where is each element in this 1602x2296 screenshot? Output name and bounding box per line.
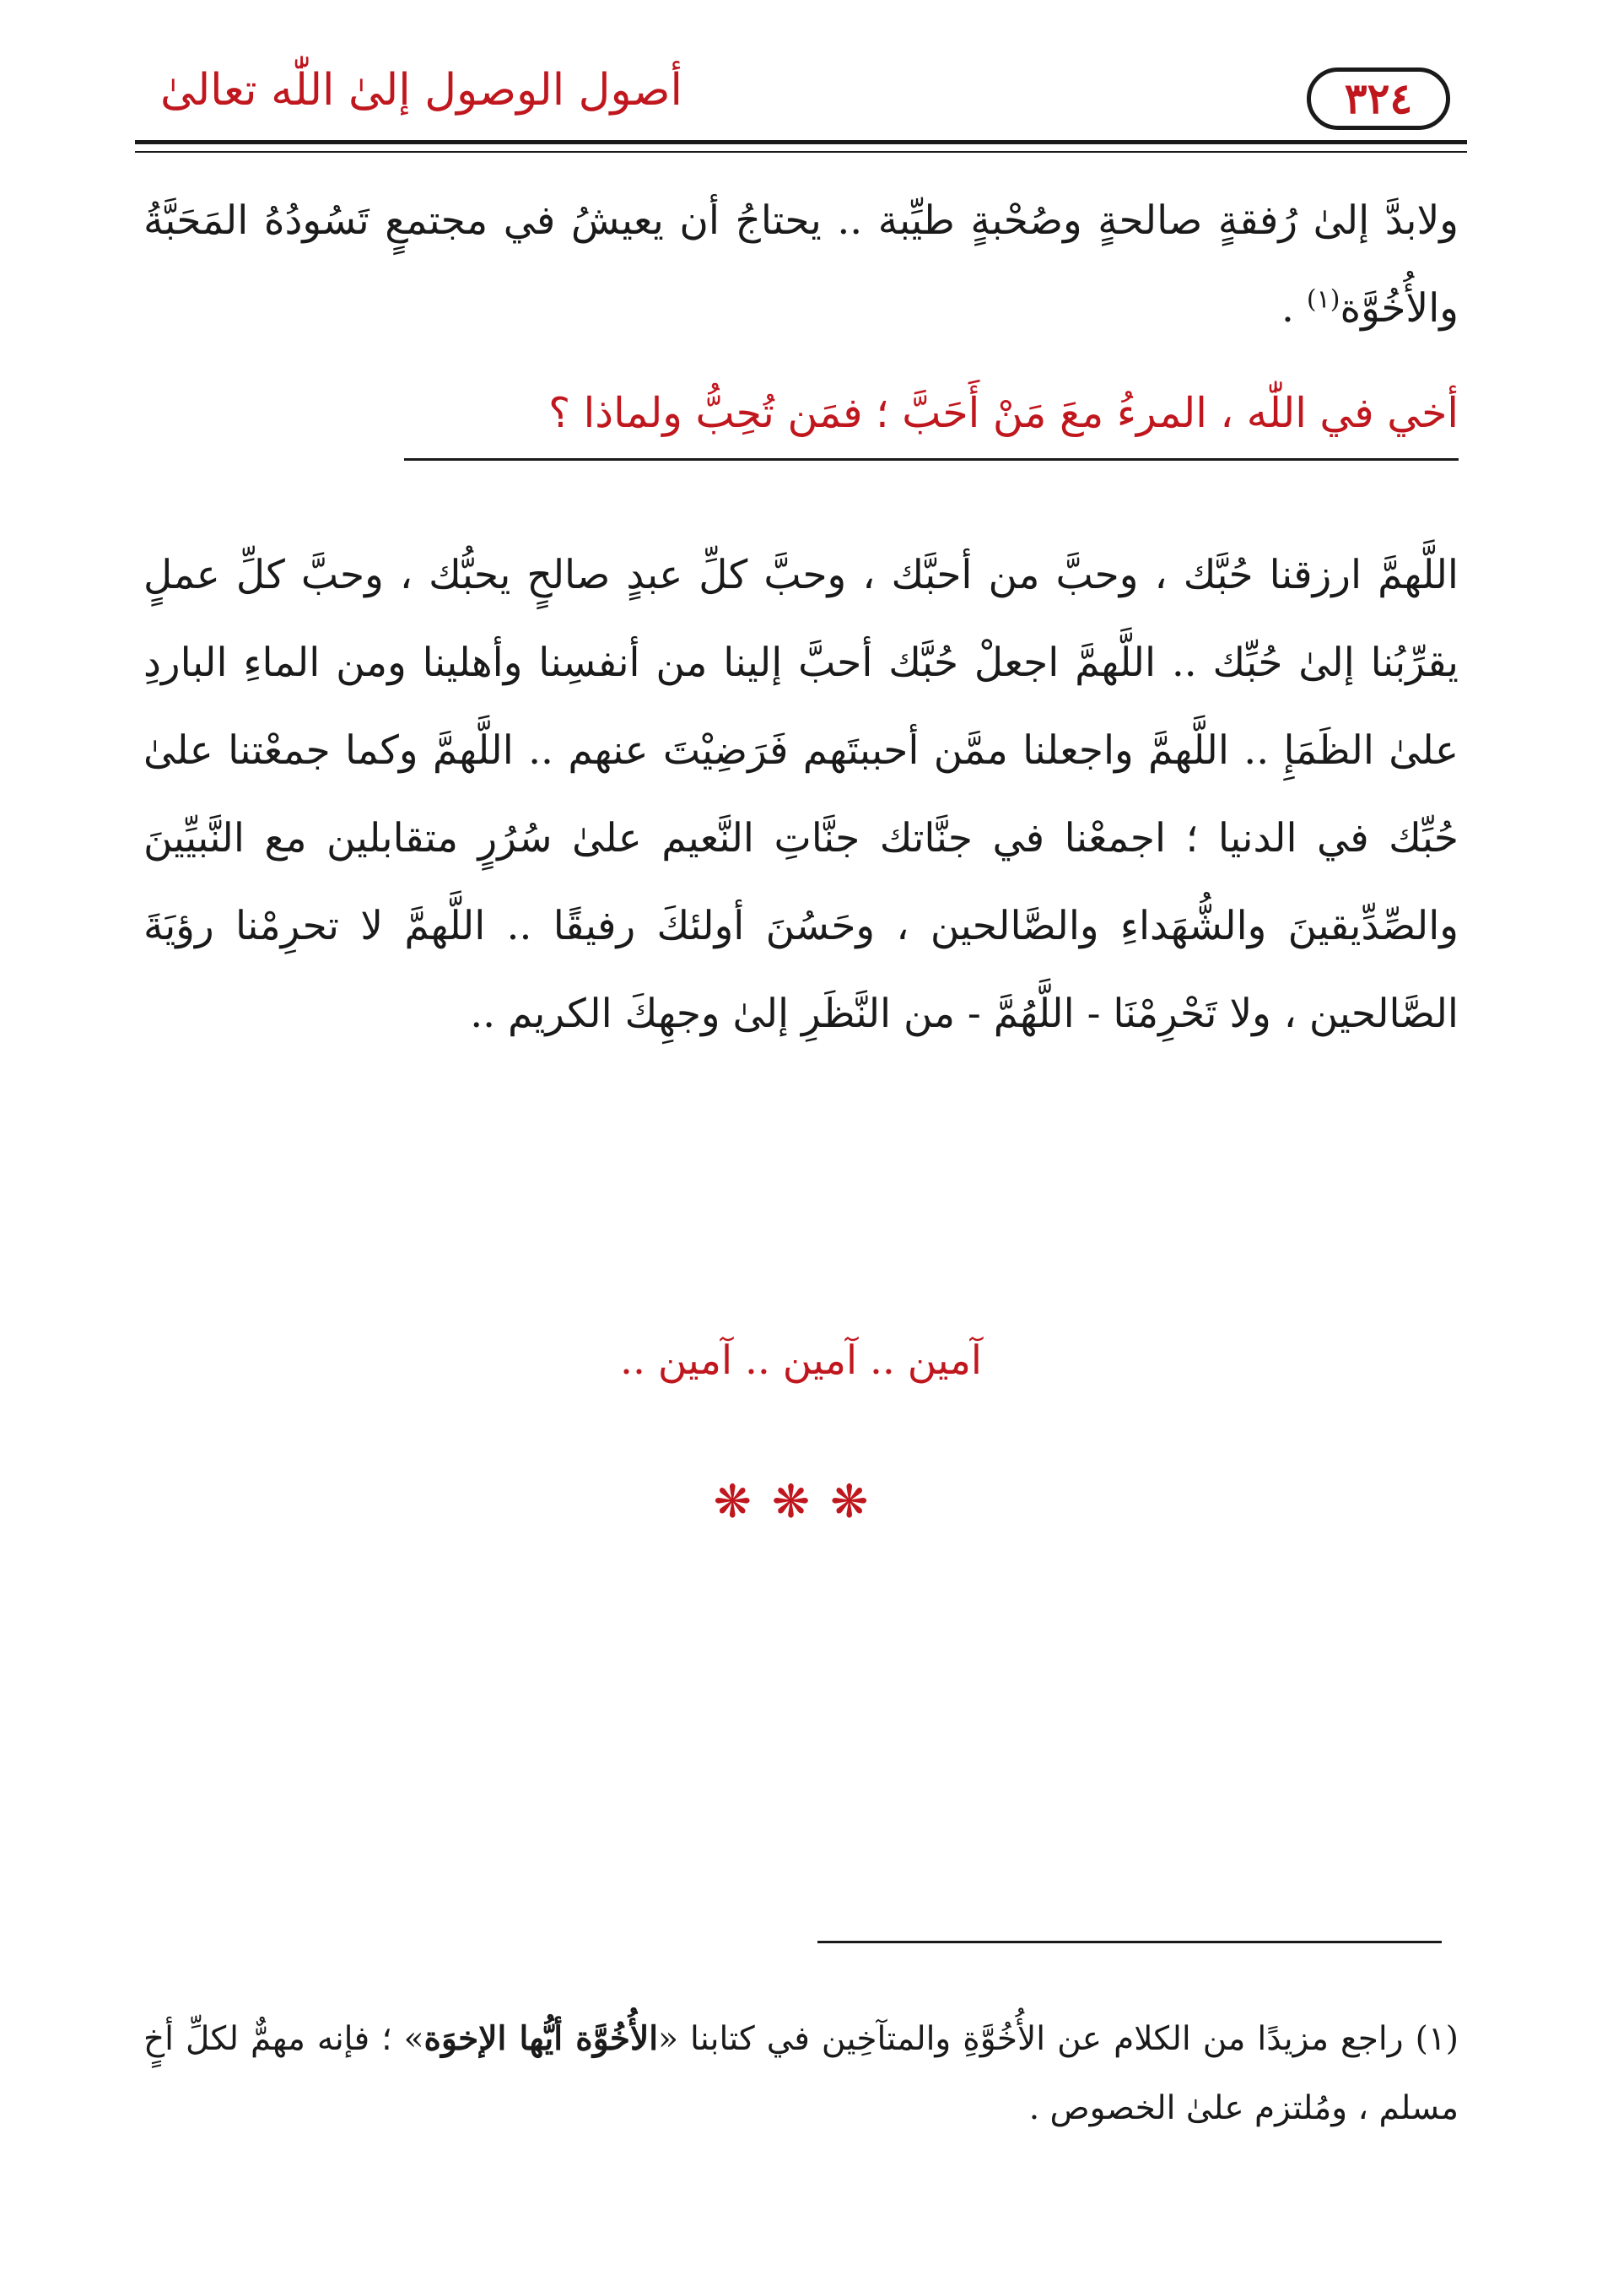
page-number-frame — [1307, 68, 1450, 130]
header-rule-thick — [135, 140, 1467, 144]
footnote-marker: (١) — [1415, 2020, 1459, 2058]
footnote-book-title: الأُخُوَّة أيُّها الإخوَة — [423, 2019, 659, 2058]
footnote-text-before: راجع مزيدًا من الكلام عن الأُخُوَّةِ والمتآخِين في كتابنا « — [658, 2020, 1416, 2058]
asterism-separator: ❋❋❋ — [713, 1475, 889, 1528]
footnote — [143, 2004, 1459, 2143]
footnote-reference: (١) — [1306, 284, 1340, 315]
running-title: أصول الوصول إلىٰ اللّٰه تعالىٰ — [160, 65, 682, 116]
amen-line: آمين .. آمين .. آمين .. — [620, 1337, 982, 1384]
intro-text: ولابدَّ إلىٰ رُفقةٍ صالحةٍ وصُحْبةٍ طيِّبة .. يحتاجُ أن يعيشُ في مجتمعٍ تَسُودُهُ المَحَبَّةُ والأُخُوَّة — [143, 197, 1459, 332]
supplication-paragraph: اللَّهمَّ ارزقنا حُبَّك ، وحبَّ من أحبَّك ، وحبَّ كلِّ عبدٍ صالحٍ يحبُّك ، وحبَّ كلِّ عملٍ يقرِّبُنا إلىٰ حُبِّك .. اللَّهمَّ اجعلْ حُبَّك أحبَّ إلينا من أنفسِنا وأهلينا ومن الماءِ الباردِ علىٰ الظَمَإِ .. اللَّهمَّ واجعلنا ممَّن أحببتَهم فَرَضِيْتَ عنهم .. اللَّهمَّ وكما جمعْتنا علىٰ حُبِّك في الدنيا ؛ اجمعْنا في جنَّاتك جنَّاتِ النَّعيم علىٰ سُرُرٍ متقابلين مع النَّبيِّينَ والصِّدِّيقينَ والشُّهَداءِ والصَّالحين ، وحَسُنَ أولئكَ رفيقًا .. اللَّهمَّ لا تحرِمْنا رؤيَةَ الصَّالحين ، ولا تَحْرِمْنَا - اللَّهُمَّ - من النَّظَرِ إلىٰ وجهِكَ الكريم .. — [143, 552, 1459, 1037]
intro-paragraph — [143, 177, 1459, 353]
section-heading: أخي في اللّٰه ، المرءُ معَ مَنْ أَحَبَّ ؛ فمَن تُحِبُّ ولماذا ؟ — [548, 389, 1459, 437]
section-heading-block — [404, 386, 1459, 456]
page-header — [135, 51, 1467, 143]
page-number: ٣٢٤ — [1344, 73, 1413, 123]
heading-underline — [404, 458, 1459, 461]
footnote-rule — [817, 1941, 1442, 1943]
footnote-text-after: » ؛ فإنه مهمٌّ لكلِّ أخٍ مسلم ، ومُلتزم علىٰ الخصوص . — [143, 2020, 1459, 2127]
intro-tail: . — [1281, 285, 1307, 332]
header-rule-thin — [135, 151, 1467, 153]
